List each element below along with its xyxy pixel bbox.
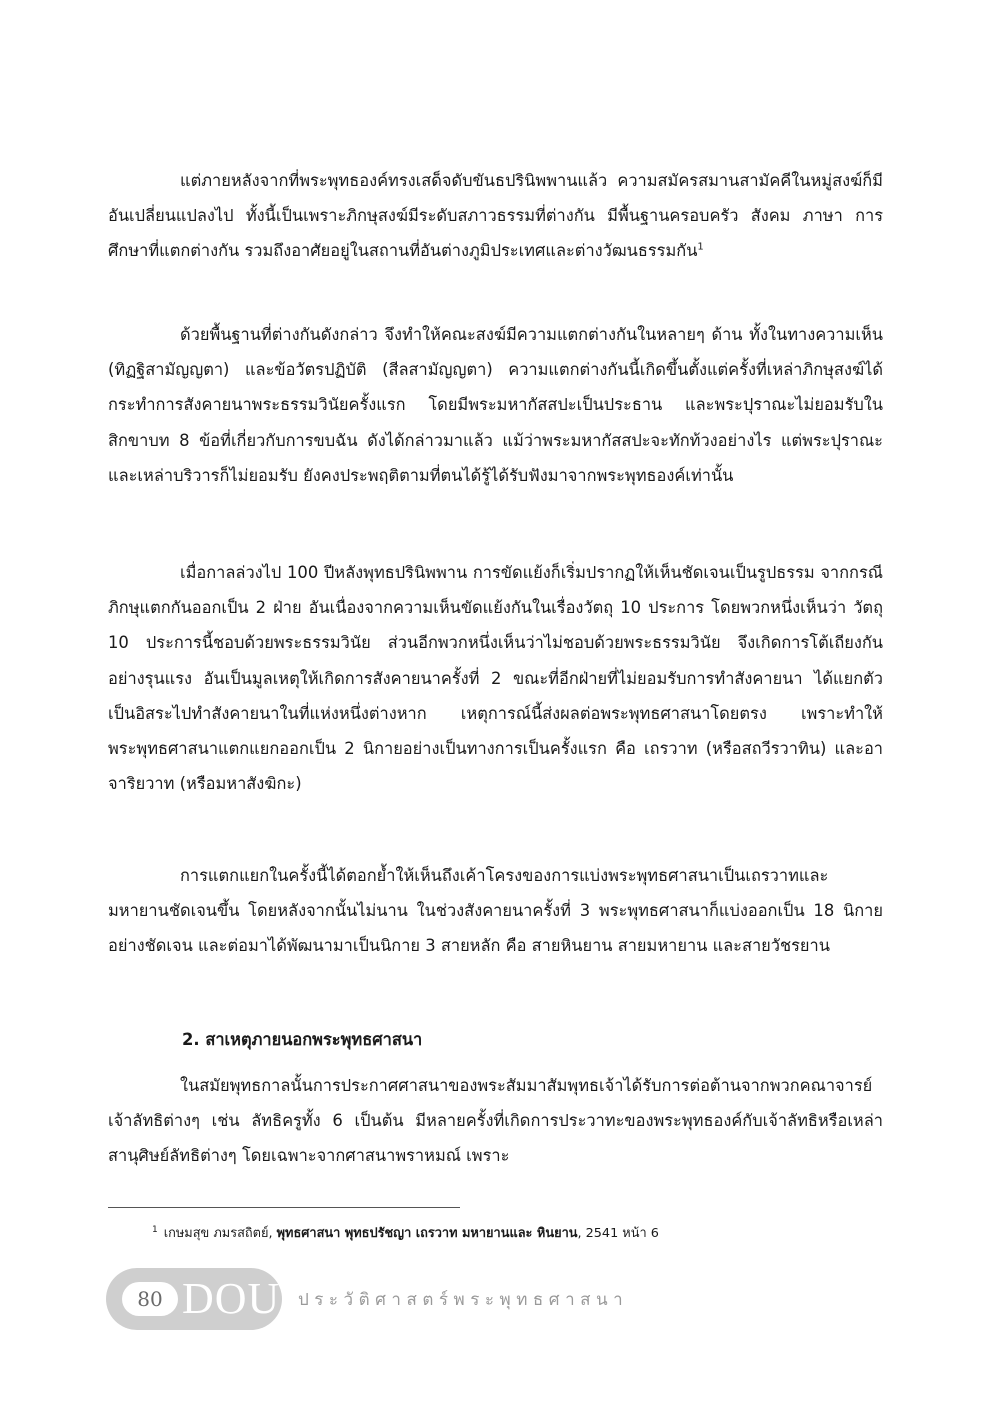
- paragraph-2-text: ด้วยพื้นฐานที่ต่างกันดังกล่าว จึงทำให้คณะสงฆ์มีความแตกต่างกันในหลายๆ ด้าน ทั้งในทางความเห็น (ทิฏฐิสามัญญตา) และข้อวัตรปฏิบัติ (สีลสามัญญตา) ความแตกต่างกันนี้เกิดขึ้นตั้งแต่ครั้งที่เหล่าภิกษุสงฆ์ได้กระทำการสังคายนาพระธรรมวินัยครั้งแรก โดยมีพระมหากัสสปะเป็นประธาน และพระปุราณะไม่ยอมรับในสิกขาบท 8 ข้อที่เกี่ยวกับการขบฉัน ดังได้กล่าวมาแล้ว แม้ว่าพระมหากัสสปะจะทักท้วงอย่างไร แต่พระปุราณะและเหล่าบริวารก็ไม่ยอมรับ ยังคงประพฤติตามที่ตนได้รู้ได้รับฟังมาจากพระพุทธองค์เท่านั้น: [108, 325, 883, 485]
- running-title: ประวัติศาสตร์พระพุทธศาสนา: [298, 1290, 629, 1310]
- footer-badge: [106, 1268, 282, 1330]
- footnote-details: , 2541 หน้า 6: [577, 1226, 659, 1241]
- paragraph-4-text: การแตกแยกในครั้งนี้ได้ตอกย้ำให้เห็นถึงเค้าโครงของการแบ่งพระพุทธศาสนาเป็นเถรวาทและมหายานชัดเจนขึ้น โดยหลังจากนั้นไม่นาน ในช่วงสังคายนาครั้งที่ 3 พระพุทธศาสนาก็แบ่งออกเป็น 18 นิกายอย่างชัดเจน และต่อมาได้พัฒนามาเป็นนิกาย 3 สายหลัก คือ สายหินยาน สายมหายาน และสายวัชรยาน: [108, 866, 883, 956]
- body-paragraph-1: [108, 163, 883, 269]
- body-paragraph-5: [108, 1068, 883, 1174]
- paragraph-5-text: ในสมัยพุทธกาลนั้นการประกาศศาสนาของพระสัมมาสัมพุทธเจ้าได้รับการต่อต้านจากพวกคณาจารย์เจ้าลัทธิต่างๆ เช่น ลัทธิครูทั้ง 6 เป็นต้น มีหลายครั้งที่เกิดการประวาทะของพระพุทธองค์กับเจ้าลัทธิหรือเหล่าสานุศิษย์ลัทธิต่างๆ โดยเฉพาะจากศาสนาพราหมณ์ เพราะ: [108, 1076, 883, 1166]
- paragraph-3-text: เมื่อกาลล่วงไป 100 ปีหลังพุทธปรินิพพาน การขัดแย้งก็เริ่มปรากฏให้เห็นชัดเจนเป็นรูปธรรม จากกรณีภิกษุแตกกันออกเป็น 2 ฝ่าย อันเนื่องจากความเห็นขัดแย้งกันในเรื่องวัตถุ 10 ประการ โดยพวกหนึ่งเห็นว่า วัตถุ 10 ประการนี้ชอบด้วยพระธรรมวินัย ส่วนอีกพวกหนึ่งเห็นว่าไม่ชอบด้วยพระธรรมวินัย จึงเกิดการโต้เถียงกันอย่างรุนแรง อันเป็นมูลเหตุให้เกิดการสังคายนาครั้งที่ 2 ขณะที่อีกฝ่ายที่ไม่ยอมรับการทำสังคายนา ได้แยกตัวเป็นอิสระไปทำสังคายนาในที่แห่งหนึ่งต่างหาก เหตุการณ์นี้ส่งผลต่อพระพุทธศาสนาโดยตรง เพราะทำให้พระพุทธศาสนาแตกแยกออกเป็น 2 นิกายอย่างเป็นทางการเป็นครั้งแรก คือ เถรวาท (หรือสถวีรวาทิน) และอาจาริยวาท (หรือมหาสังฆิกะ): [108, 563, 883, 794]
- footnote-divider: [108, 1207, 460, 1208]
- footnote-author: เกษมสุข ภมรสถิตย์,: [163, 1226, 273, 1241]
- footnote: [152, 1225, 659, 1243]
- paragraph-1-text: แต่ภายหลังจากที่พระพุทธองค์ทรงเสด็จดับขันธปรินิพพานแล้ว ความสมัครสมานสามัคคีในหมู่สงฆ์ก็มีอันเปลี่ยนแปลงไป ทั้งนี้เป็นเพราะภิกษุสงฆ์มีระดับสภาวธรรมที่ต่างกัน มีพื้นฐานครอบครัว สังคม ภาษา การศึกษาที่แตกต่างกัน รวมถึงอาศัยอยู่ในสถานที่อันต่างภูมิประเทศและต่างวัฒนธรรมกัน: [108, 171, 883, 261]
- section-heading: 2. สาเหตุภายนอกพระพุทธศาสนา: [182, 1030, 423, 1049]
- page-number: 80: [122, 1282, 178, 1316]
- body-paragraph-2: [108, 317, 883, 493]
- body-paragraph-3: [108, 555, 883, 801]
- footnote-book-title: พุทธศาสนา พุทธปรัชญา เถรวาท มหายานและ หินยาน: [276, 1226, 578, 1241]
- body-paragraph-4: [108, 858, 883, 964]
- footnote-reference[interactable]: 1: [697, 241, 704, 253]
- footnote-mark: 1: [152, 1224, 158, 1235]
- dou-logo: DOU: [182, 1274, 281, 1323]
